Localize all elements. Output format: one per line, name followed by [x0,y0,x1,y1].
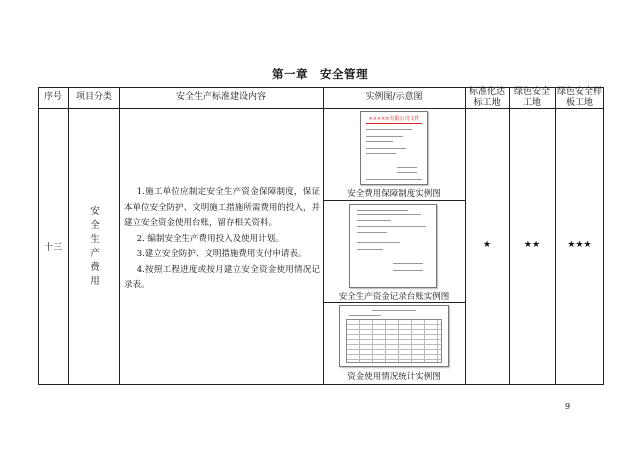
example-caption: 资金使用情况统计实例图 [347,372,441,382]
text-line [397,172,417,173]
row-seq: 十三 [43,243,62,253]
text-line [357,232,387,233]
content-item: 2. 编制安全生产费用投入及使用计划。 [136,233,284,244]
text-line [357,226,426,227]
row-content [124,185,320,294]
text-line [366,141,392,142]
text-line [397,167,417,168]
column-divider [68,87,69,385]
thumbnail-heading: ×××××有限公司文件 [368,116,420,122]
standards-table [38,87,604,385]
example-thumbnail-statistics [339,305,449,367]
example-thumbnail-ledger [349,204,437,288]
header-seq: 序号 [43,92,62,102]
text-line [393,263,423,264]
text-line [357,210,409,211]
example-caption: 安全费用保障制度实例图 [347,189,441,199]
text-line [366,129,412,130]
content-item: 3.建立安全防护、文明措施费用支付申请表。 [136,249,307,259]
content-item: 4.按照工程进度或按月建立安全资金使用情况记录表。 [124,264,320,290]
thumbnail-grid [346,319,441,363]
red-rule [366,123,421,124]
category-char: 安 [90,206,100,217]
page-number: 9 [565,402,571,411]
example-divider [323,200,465,201]
example-thumbnail-policy [360,111,428,185]
header-standard-site: 标准化达标工地 [468,86,505,108]
text-line [366,153,396,154]
text-line [349,315,381,316]
rating-standard-site: ★ [482,240,492,250]
header-category: 项目分类 [76,92,113,102]
category-char: 全 [90,220,100,231]
rating-green-site: ★★ [523,240,541,250]
text-line [366,136,402,137]
column-divider [323,87,324,385]
text-line [357,242,400,243]
category-char: 生 [90,234,100,245]
rating-green-model-site: ★★★ [567,240,592,250]
example-caption: 安全生产资金记录台账实例图 [338,292,450,302]
text-line [357,220,391,221]
header-green-site: 绿色安全工地 [513,86,550,108]
category-char: 产 [90,248,100,259]
text-line [366,148,406,149]
text-line [366,179,421,180]
column-divider [119,87,120,385]
column-divider [509,87,510,385]
row-category [85,205,105,289]
text-line [357,214,422,215]
column-divider [465,87,466,385]
header-example: 实例图/示意图 [365,92,423,102]
text-line [372,310,415,311]
header-content: 安全生产标准建设内容 [175,92,266,102]
category-char: 用 [90,276,100,287]
text-line [357,249,383,250]
column-divider [555,87,556,385]
text-line [393,270,423,271]
category-char: 费 [90,262,100,273]
content-item: 1.施工单位应制定安全生产资金保障制度，保证本单位安全防护、文明施工措施所需费用的投入，并建立安全资金使用台账，留存相关资料。 [124,187,320,228]
chapter-title: 第一章 安全管理 [272,67,368,81]
header-green-model-site: 绿色安全样板工地 [556,86,602,108]
example-divider [323,302,465,303]
